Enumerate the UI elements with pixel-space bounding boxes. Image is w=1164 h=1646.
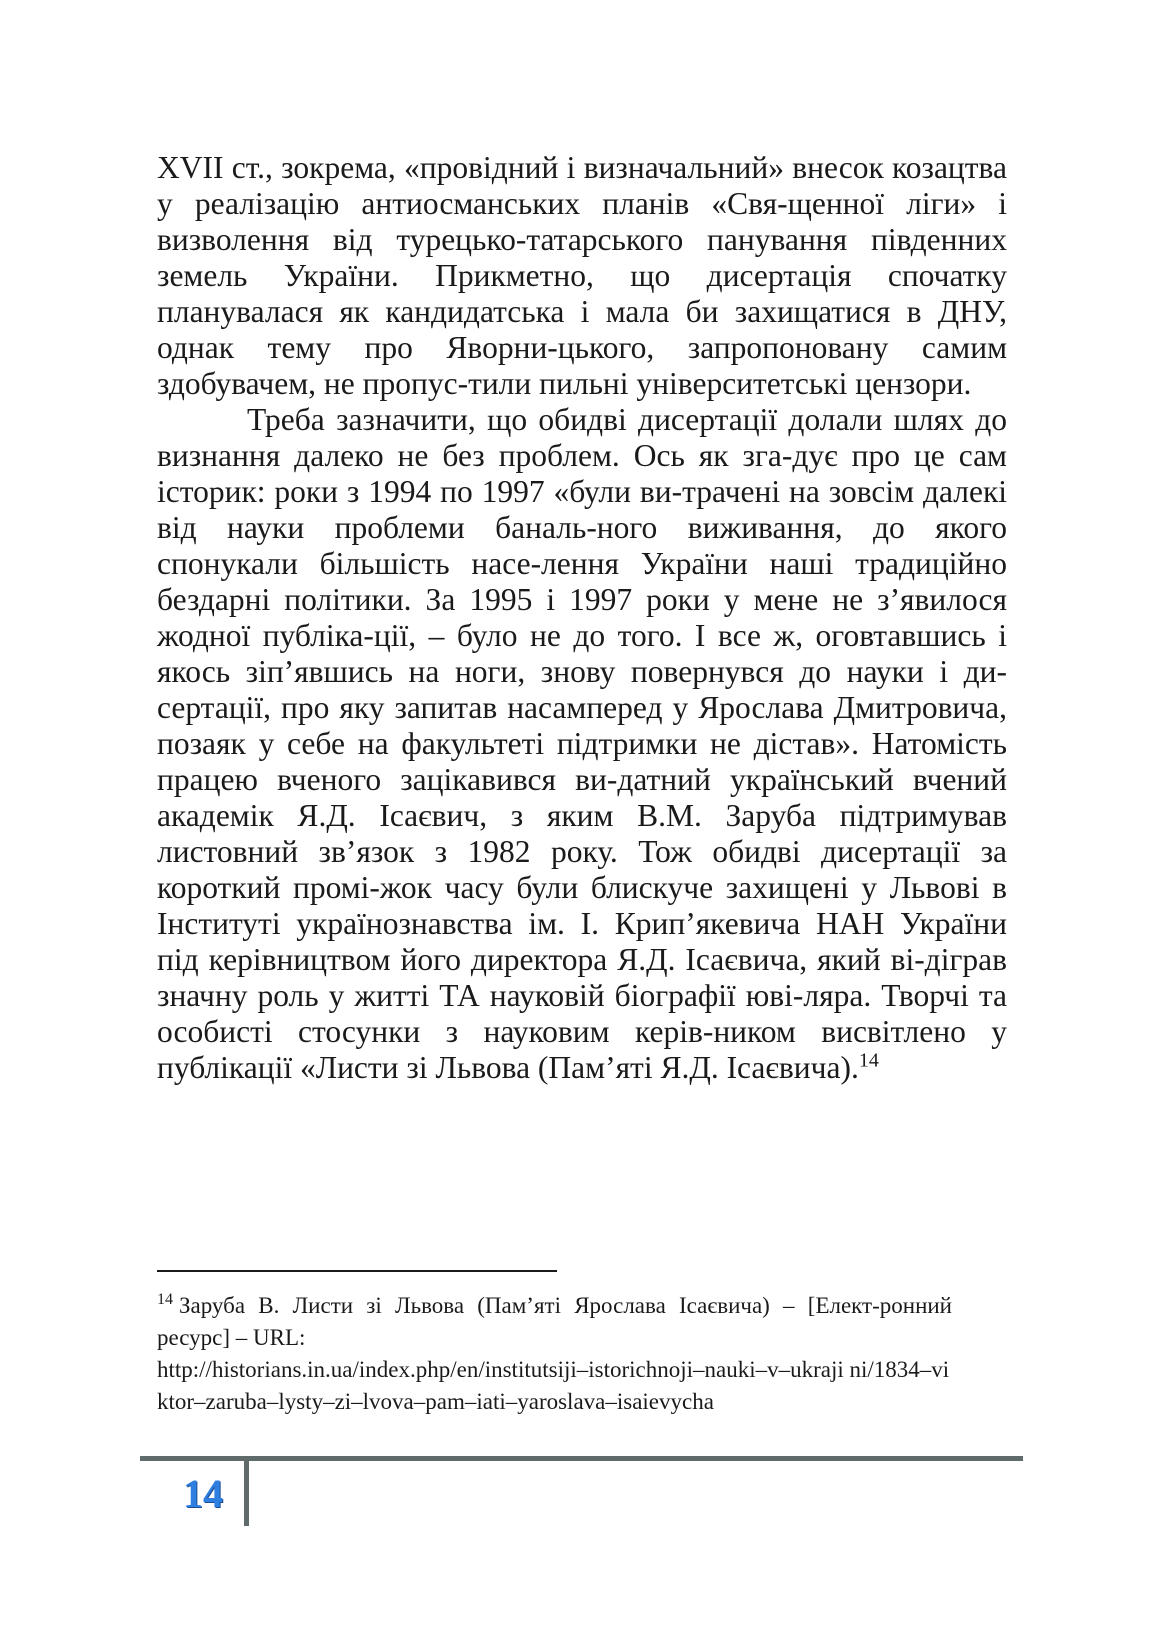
footnote-text: Заруба В. Листи зі Львова (Пам’яті Ярослава Ісаєвича) – [Елект-ронний ресурс] – URL: (157, 1293, 952, 1350)
footnote-number: 14 (157, 1291, 173, 1309)
footnote-url[interactable]: http://historians.in.ua/index.php/en/institutsiji–istorichnoji–nauki–v–ukraji ni/1834–viktor–zaruba–lysty–zi–lvova–pam–iati–yaroslava–isaievycha (157, 1357, 950, 1414)
page-number: 14 (183, 1471, 223, 1516)
footer-vertical-rule (244, 1456, 249, 1526)
footnote-reference[interactable]: 14 (858, 1049, 879, 1072)
footnote (157, 1290, 952, 1418)
footer-horizontal-rule (140, 1456, 1023, 1461)
paragraph-2 (157, 402, 1007, 1086)
paragraph-1: XVII ст., зокрема, «провідний і визначальний» внесок козацтва у реалізацію антиосманських планів «Свя-щенної ліги» і визволення від турецько-татарського панування південних земель України. Прикметно, що дисертація спочатку планувалася як кандидатська і мала би захищатися в ДНУ, однак тему про Яворни-цького, запропоновану самим здобувачем, не пропус-тили пильні університетські цензори. (157, 150, 1007, 401)
body-text (157, 150, 1007, 1086)
footnote-separator (157, 1270, 557, 1272)
paragraph-2-text: Треба зазначити, що обидві дисертації долали шлях до визнання далеко не без проблем. Ось як зга-дує про це сам історик: роки з 1994 по 1997 «були ви-трачені на зовсім далекі від науки проблеми баналь-ного виживання, до якого спонукали більшість насе-лення України наші традиційно бездарні політики. За 1995 і 1997 роки у мене не з’явилося жодної публіка-ції, – було не до того. І все ж, оговтавшись і якось зіп’явшись на ноги, знову повернувся до науки і ди-сертації, про яку запитав насамперед у Ярослава Дмитровича, позаяк у себе на факультеті підтримки не дістав». Натомість працею вченого зацікавився ви-датний український вчений академік Я.Д. Ісаєвич, з яким В.М. Заруба підтримував листовний зв’язок з 1982 року. Тож обидві дисертації за короткий промі-жок часу були блискуче захищені у Львові в Інституті українознавства ім. І. Крип’якевича НАН України під керівництвом його директора Я.Д. Ісаєвича, який ві-діграв значну роль у житті ТА науковій біографії юві-ляра. Творчі та особисті стосунки з науковим керів-ником висвітлено у публікації «Листи зі Львова (Пам’яті Я.Д. Ісаєвича). (157, 402, 1007, 1085)
